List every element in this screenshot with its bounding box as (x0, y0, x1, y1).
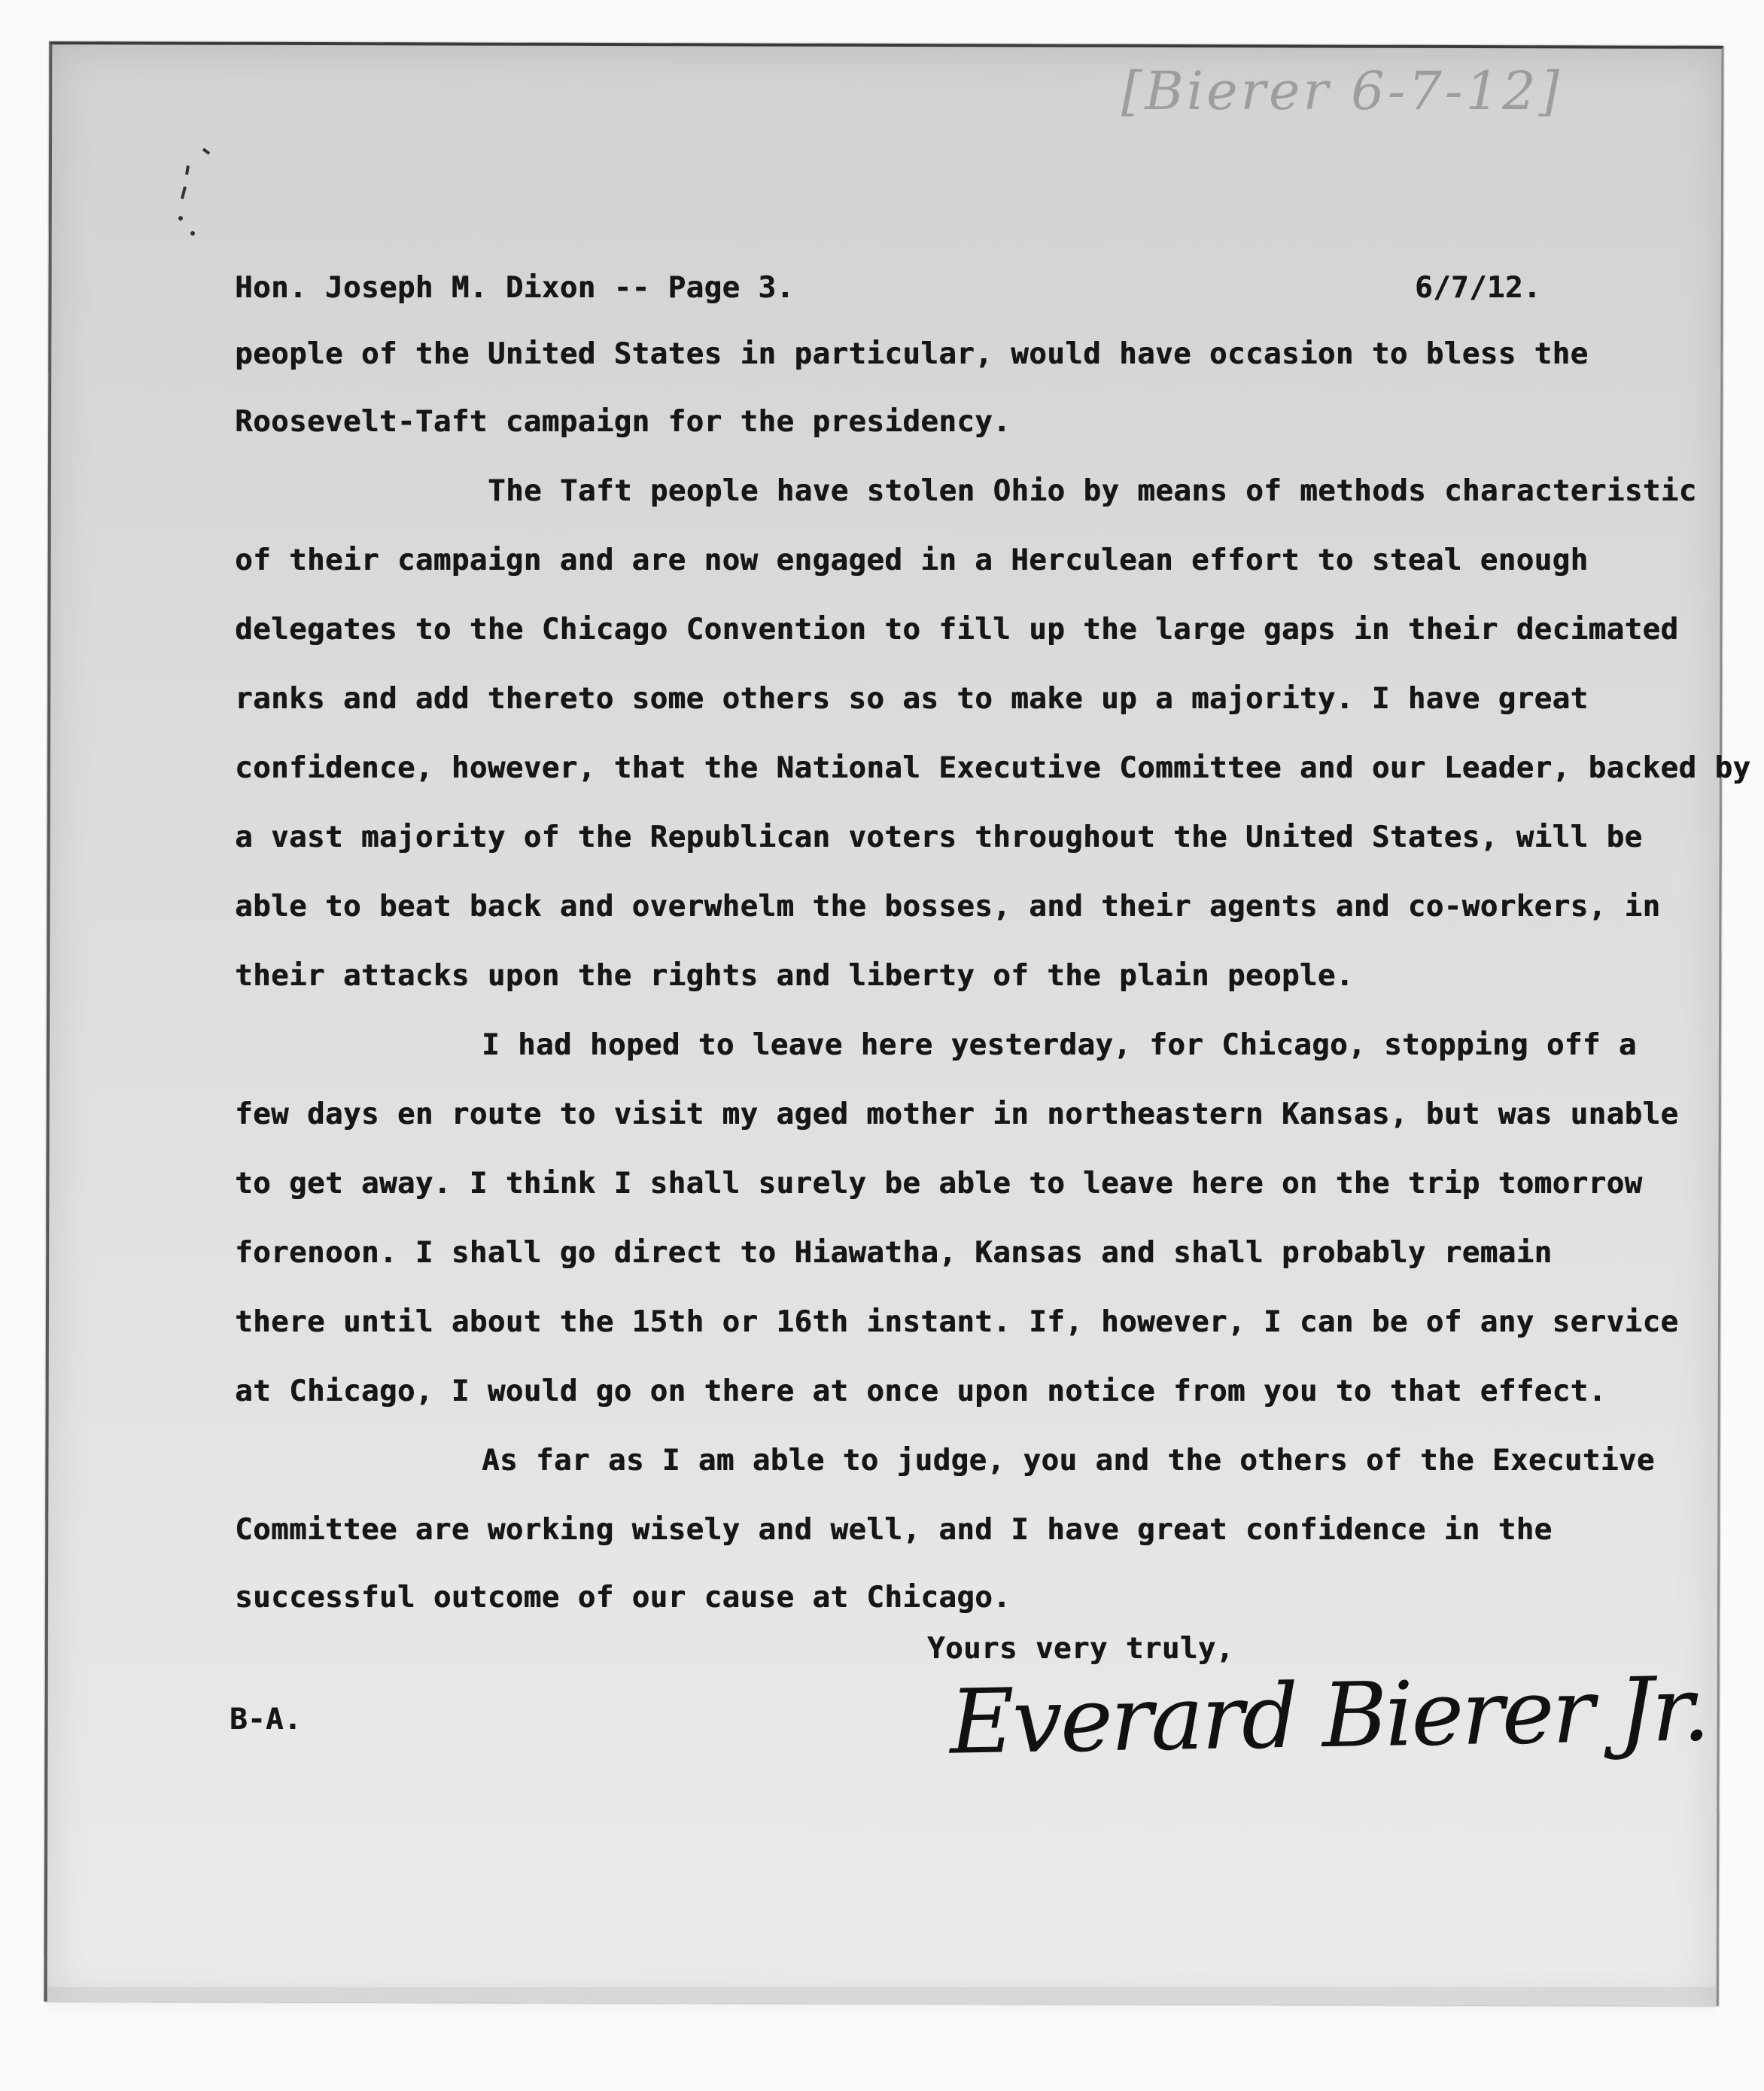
text-line: Committee are working wisely and well, and I have great confidence in the (235, 1513, 1553, 1547)
text-line: to get away. I think I shall surely be able to leave here on the trip tomorrow (235, 1167, 1643, 1201)
text-line: few days en route to visit my aged mother in northeastern Kansas, but was unable (235, 1097, 1679, 1131)
text-line: successful outcome of our cause at Chicago. (235, 1581, 1011, 1615)
typist-initials: B-A. (230, 1703, 302, 1736)
text-line: Roosevelt-Taft campaign for the presidency. (235, 405, 1011, 439)
archive-notation: [Bierer 6-7-12] (1121, 60, 1562, 122)
text-line: ranks and add thereto some others so as to make up a majority. I have great (235, 682, 1589, 716)
text-line: at Chicago, I would go on there at once upon notice from you to that effect. (235, 1374, 1607, 1408)
text-line: delegates to the Chicago Convention to fill up the large gaps in their decimated (235, 613, 1679, 647)
text-line: there until about the 15th or 16th instant. If, however, I can be of any service (235, 1305, 1679, 1339)
text-line: I had hoped to leave here yesterday, for Chicago, stopping off a (482, 1028, 1637, 1062)
text-line: of their campaign and are now engaged in a Herculean effort to steal enough (235, 543, 1589, 577)
closing: Yours very truly, (927, 1632, 1234, 1666)
text-line: confidence, however, that the National Executive Committee and our Leader, backed by (235, 751, 1751, 785)
text-line: a vast majority of the Republican voters throughout the United States, will be (235, 820, 1643, 854)
handwritten-signature: Everard Bierer Jr. (948, 1657, 1709, 1774)
page-header: Hon. Joseph M. Dixon -- Page 3. (235, 271, 795, 305)
text-line: The Taft people have stolen Ohio by means of methods characteristic (488, 474, 1697, 508)
text-line: forenoon. I shall go direct to Hiawatha, Kansas and shall probably remain (235, 1236, 1553, 1270)
text-line: able to beat back and overwhelm the bosses, and their agents and co-workers, in (235, 890, 1661, 924)
text-line: people of the United States in particular, would have occasion to bless the (235, 337, 1589, 371)
letter-date: 6/7/12. (1415, 271, 1541, 305)
text-line: their attacks upon the rights and liberty of the plain people. (235, 959, 1354, 993)
text-line: As far as I am able to judge, you and the others of the Executive (482, 1444, 1655, 1478)
